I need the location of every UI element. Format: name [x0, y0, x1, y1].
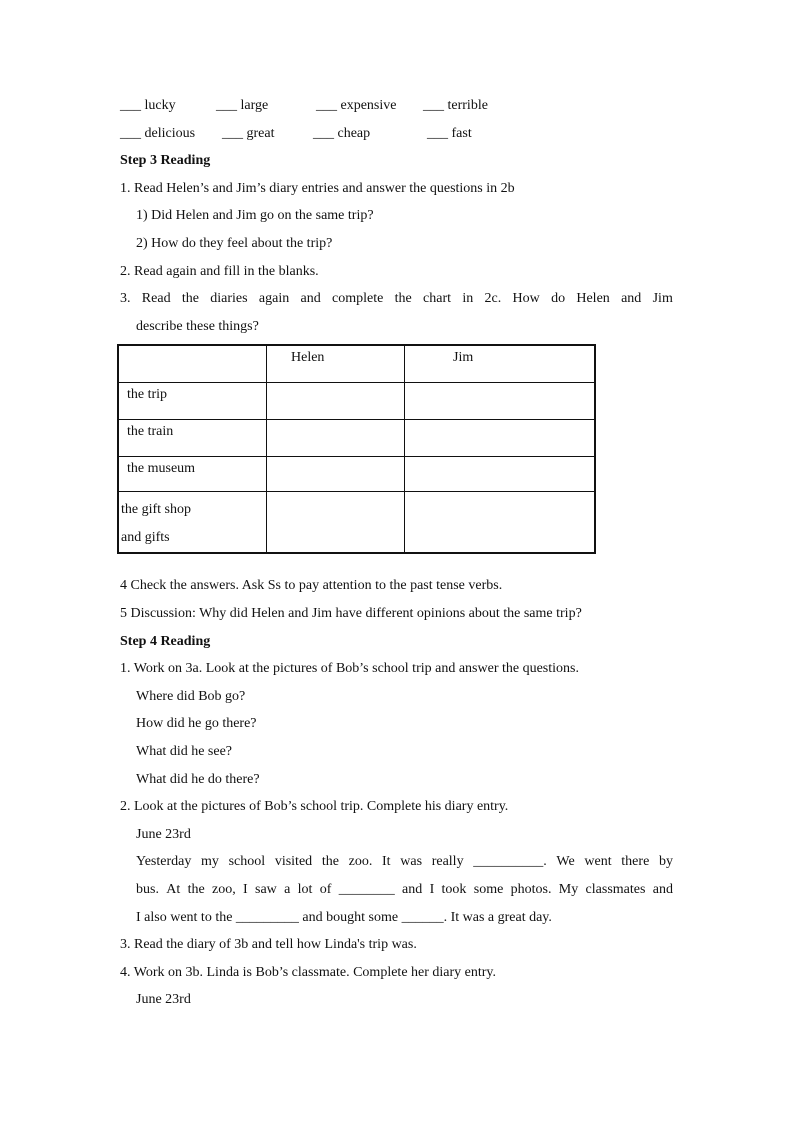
adjective-expensive: ___ expensive [316, 98, 397, 113]
step4-heading: Step 4 Reading [120, 634, 211, 649]
diary-line-3: I also went to the _________ and bought some ______. It was a great day. [136, 910, 552, 925]
step3-item2: 2. Read again and fill in the blanks. [120, 264, 319, 279]
item3-word: diaries [210, 291, 248, 306]
diary-word: I [243, 882, 248, 897]
diary-word: It [382, 854, 391, 869]
step4-question: How did he go there? [136, 716, 257, 731]
adjective-terrible: ___ terrible [423, 98, 488, 113]
step4-question: What did he see? [136, 744, 233, 759]
diary-word: I [429, 882, 435, 897]
diary-word: the [187, 882, 205, 897]
table-row-label: the train [118, 419, 267, 456]
step4-question: Where did Bob go? [136, 689, 246, 704]
item3-word: the [181, 291, 199, 306]
diary-word: visited [274, 854, 313, 869]
item3-word: chart [423, 291, 452, 306]
table-header-helen: Helen [267, 345, 405, 382]
item3-word: 2c. [484, 291, 502, 306]
item3-word: complete [332, 291, 384, 306]
step4-item1: 1. Work on 3a. Look at the pictures of Bob’s school trip and answer the questions. [120, 661, 579, 676]
diary-word: really [431, 854, 464, 869]
step3-item3-continued: describe these things? [136, 319, 259, 334]
diary-word: saw [255, 882, 277, 897]
adjective-great: ___ great [222, 126, 275, 141]
diary-word: lot [297, 882, 313, 897]
diary-line-2 [136, 882, 673, 898]
item3-word: Read [141, 291, 171, 306]
item3-word: How [512, 291, 540, 306]
diary-word: Yesterday [136, 854, 192, 869]
step4-item4: 4. Work on 3b. Linda is Bob’s classmate. Complete her diary entry. [120, 965, 497, 980]
diary-word: and [652, 882, 673, 897]
jim-train-cell[interactable] [405, 419, 596, 456]
item3-word: Helen [576, 291, 610, 306]
helen-gift-shop-cell[interactable] [267, 491, 405, 553]
diary-word: At [166, 882, 181, 897]
diary-word: the [321, 854, 339, 869]
adjective-cheap: ___ cheap [313, 126, 371, 141]
table-header-empty [118, 345, 267, 382]
step3-heading: Step 3 Reading [120, 153, 211, 168]
jim-gift-shop-cell[interactable] [405, 491, 596, 553]
diary-word: bus. [136, 882, 159, 897]
step3-item3 [120, 291, 673, 307]
comparison-chart [117, 344, 596, 554]
adjective-fast: ___ fast [427, 126, 472, 141]
helen-train-cell[interactable] [267, 419, 405, 456]
table-row-label: the museum [118, 456, 267, 491]
adjective-delicious: ___ delicious [120, 126, 196, 141]
item3-word: the [394, 291, 412, 306]
jim-trip-cell[interactable] [405, 382, 596, 419]
diary-word: photos. [510, 882, 552, 897]
diary-word: zoo. [348, 854, 373, 869]
diary-word: and [402, 882, 423, 897]
table-row [118, 345, 595, 382]
jim-museum-cell[interactable] [405, 456, 596, 491]
step4-item3: 3. Read the diary of 3b and tell how Linda's trip was. [120, 937, 417, 952]
diary-blank: ________ [338, 882, 395, 897]
diary-word: school [228, 854, 266, 869]
diary-word: went [584, 854, 612, 869]
step3-item5: 5 Discussion: Why did Helen and Jim have different opinions about the same trip? [120, 606, 582, 621]
diary-date: June 23rd [136, 827, 191, 842]
item3-word: and [621, 291, 642, 306]
diary-word: there [621, 854, 650, 869]
adjective-large: ___ large [216, 98, 269, 113]
item3-word: in [462, 291, 474, 306]
table-row [118, 456, 595, 491]
diary-word: zoo, [212, 882, 236, 897]
step4-item2: 2. Look at the pictures of Bob’s school trip. Complete his diary entry. [120, 799, 509, 814]
diary-word: some [473, 882, 504, 897]
item3-word: do [551, 291, 566, 306]
table-header-jim: Jim [405, 345, 596, 382]
item3-word: 3. [120, 291, 131, 306]
step3-question2: 2) How do they feel about the trip? [136, 236, 333, 251]
diary-word: My [558, 882, 579, 897]
diary-date: June 23rd [136, 992, 191, 1007]
diary-word: was [400, 854, 423, 869]
helen-trip-cell[interactable] [267, 382, 405, 419]
step3-item1: 1. Read Helen’s and Jim’s diary entries and answer the questions in 2b [120, 181, 515, 196]
helen-museum-cell[interactable] [267, 456, 405, 491]
diary-word: my [201, 854, 219, 869]
step3-item4: 4 Check the answers. Ask Ss to pay attention to the past tense verbs. [120, 578, 503, 593]
table-row-label: the gift shop and gifts [118, 491, 267, 553]
item3-word: and [300, 291, 321, 306]
table-row-label: the trip [118, 382, 267, 419]
diary-word: by [658, 854, 673, 869]
diary-line-1 [136, 854, 673, 870]
diary-word: classmates [585, 882, 646, 897]
diary-word: a [284, 882, 291, 897]
diary-word: took [441, 882, 467, 897]
diary-blank: __________. [473, 854, 547, 869]
step4-question: What did he do there? [136, 772, 260, 787]
item3-word: Jim [652, 291, 673, 306]
table-row [118, 491, 595, 553]
item3-word: again [258, 291, 290, 306]
step3-question1: 1) Did Helen and Jim go on the same trip? [136, 208, 374, 223]
table-row [118, 419, 595, 456]
diary-word: We [556, 854, 575, 869]
table-row [118, 382, 595, 419]
diary-word: of [319, 882, 332, 897]
adjective-lucky: ___ lucky [120, 98, 176, 113]
